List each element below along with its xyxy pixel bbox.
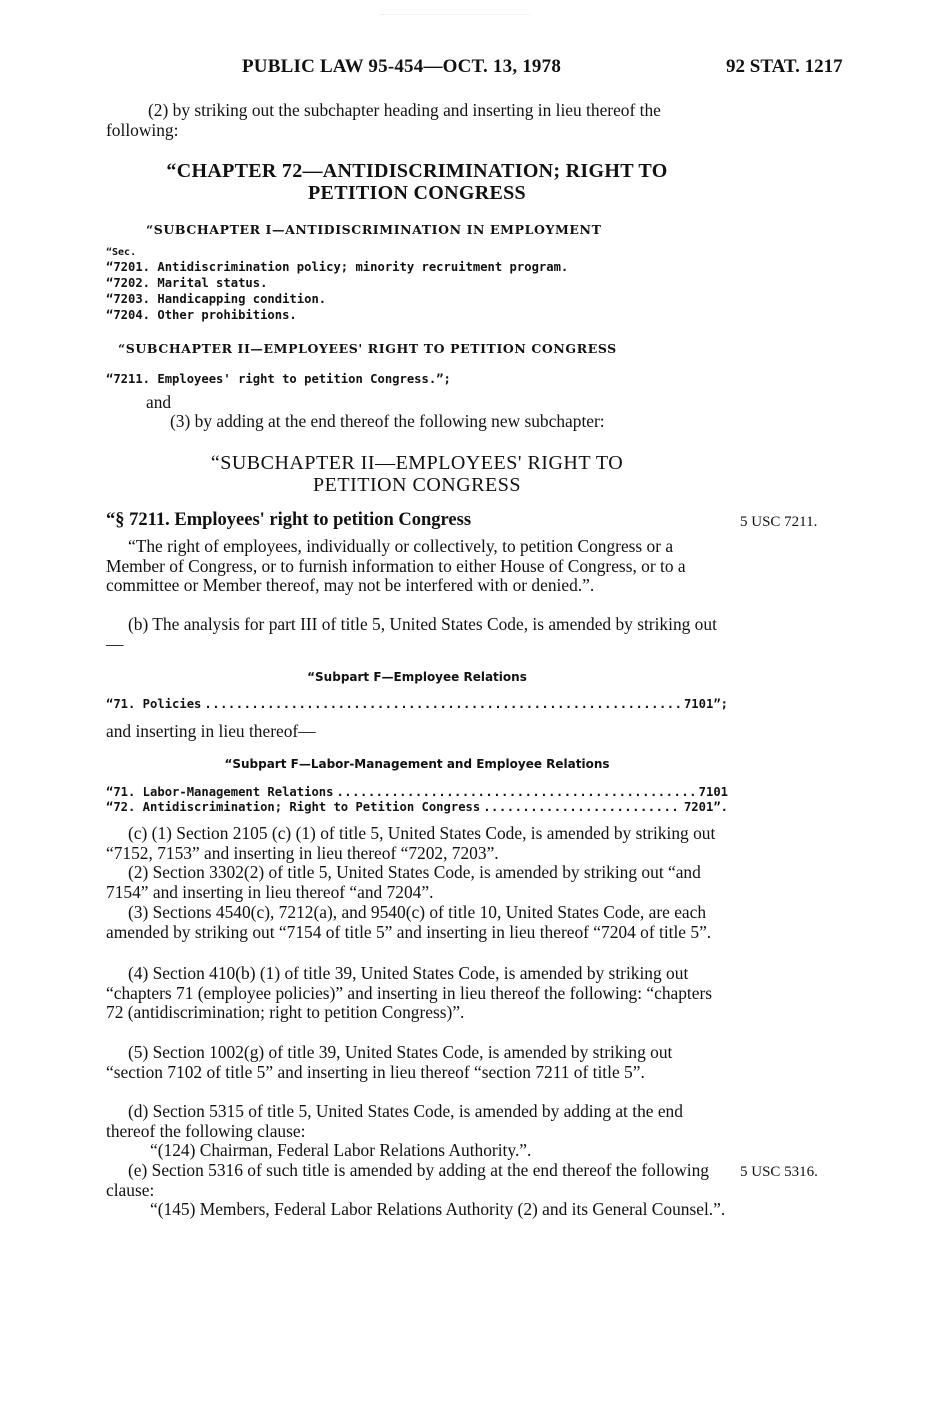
paragraph-2 [106, 101, 728, 140]
analysis-old-number: 7101”; [683, 697, 728, 711]
section-7211-heading: “§ 7211. Employees' right to petition Congress [106, 510, 472, 530]
paragraph-3 [106, 412, 728, 432]
analysis-new-label: “72. Antidiscrimination; Right to Petition Congress [106, 800, 481, 814]
clause-145-text: “(145) Members, Federal Labor Relations Authority (2) and its General Counsel.”. [150, 1199, 726, 1219]
dot-leader [336, 785, 695, 799]
margin-note-5-usc-7211: 5 USC 7211. [740, 514, 818, 530]
paragraph-3-text: (3) by adding at the end thereof the following new subchapter: [170, 411, 605, 431]
dot-leader [204, 697, 681, 711]
paragraph-c-2: (2) Section 3302(2) of title 5, United States Code, is amended by striking out “and 7154” and inserting in lieu thereof “and 7204”. [106, 862, 701, 902]
paragraph-c-5: (5) Section 1002(g) of title 39, United States Code, is amended by striking out “section 7102 of title 5” and inserting in lieu thereof “section 7211 of title 5”. [106, 1042, 673, 1082]
paragraph-c-4: (4) Section 410(b) (1) of title 39, United States Code, is amended by striking out “chapters 71 (employee policies)” and inserting in lieu thereof the following: “chapters 72 (antidiscrimination; right to petition Congress)”. [106, 963, 713, 1022]
subchapter-1-heading: “SUBCHAPTER I—ANTIDISCRIMINATION IN EMPLOYMENT [146, 222, 602, 237]
chapter-72-heading [106, 160, 728, 204]
toc-item: “7201. Antidiscrimination policy; minority recruitment program. [106, 260, 569, 274]
analysis-old-label: “71. Policies [106, 697, 202, 711]
subpart-f-old-heading: “Subpart F—Employee Relations [307, 670, 527, 684]
section-7211-text: “The right of employees, individually or collectively, to petition Congress or a Member of Congress, or to furnish information to either House of Congress, or to a committee or Member thereof, may not be interfered with or denied.”. [106, 536, 686, 595]
subchapter-2-heading-large [106, 452, 728, 496]
analysis-line-old [106, 697, 728, 711]
margin-note-5-usc-5316: 5 USC 5316. [740, 1164, 818, 1180]
clause-145 [106, 1200, 728, 1220]
running-header: PUBLIC LAW 95-454—OCT. 13, 1978 [242, 56, 562, 77]
statute-page-number: 92 STAT. 1217 [726, 56, 843, 77]
analysis-line-new [106, 785, 728, 799]
and-connector: and [146, 392, 172, 412]
toc-sec-label: “Sec. [106, 247, 137, 258]
subchapter-2-heading-line-2: PETITION CONGRESS [313, 474, 521, 496]
analysis-new-number: 7201”. [683, 800, 728, 814]
analysis-new-label: “71. Labor-Management Relations [106, 785, 334, 799]
paragraph-2-text: (2) by striking out the subchapter heading and inserting in lieu thereof the following: [106, 100, 661, 140]
chapter-heading-line-2: PETITION CONGRESS [308, 182, 526, 204]
subchapter-2-heading-line-1: “SUBCHAPTER II—EMPLOYEES' RIGHT TO [210, 452, 624, 474]
dot-leader [483, 800, 681, 814]
analysis-line-new [106, 800, 728, 814]
chapter-heading-line-1: “CHAPTER 72—ANTIDISCRIMINATION; RIGHT TO [166, 160, 668, 182]
paragraph-d: (d) Section 5315 of title 5, United States Code, is amended by adding at the end thereof the following clause: [106, 1101, 683, 1141]
paragraph-c-1: (c) (1) Section 2105 (c) (1) of title 5, United States Code, is amended by striking out “7152, 7153” and inserting in lieu thereof “7202, 7203”. [106, 823, 716, 863]
toc-item-7211: “7211. Employees' right to petition Congress.”; [106, 372, 451, 386]
bleed-through-mark [380, 4, 530, 15]
paragraph-c-3: (3) Sections 4540(c), 7212(a), and 9540(c) of title 10, United States Code, are each amended by striking out “7154 of title 5” and inserting in lieu thereof “7204 of title 5”. [106, 902, 712, 942]
paragraph-e: (e) Section 5316 of such title is amended by adding at the end thereof the following clause: [106, 1160, 709, 1200]
paragraph-b: (b) The analysis for part III of title 5, United States Code, is amended by striking out— [106, 614, 717, 654]
toc-item: “7204. Other prohibitions. [106, 308, 297, 322]
clause-124: “(124) Chairman, Federal Labor Relations Authority.”. [150, 1140, 532, 1160]
analysis-new-number: 7101 [698, 785, 728, 799]
subchapter-1-table-of-sections [106, 247, 728, 323]
toc-item: “7203. Handicapping condition. [106, 292, 327, 306]
subchapter-2-heading-small: “SUBCHAPTER II—EMPLOYEES' RIGHT TO PETITION CONGRESS [118, 341, 617, 356]
toc-item: “7202. Marital status. [106, 276, 268, 290]
inserting-in-lieu-text: and inserting in lieu thereof— [106, 721, 316, 741]
subpart-f-new-heading: “Subpart F—Labor-Management and Employee Relations [224, 757, 610, 771]
